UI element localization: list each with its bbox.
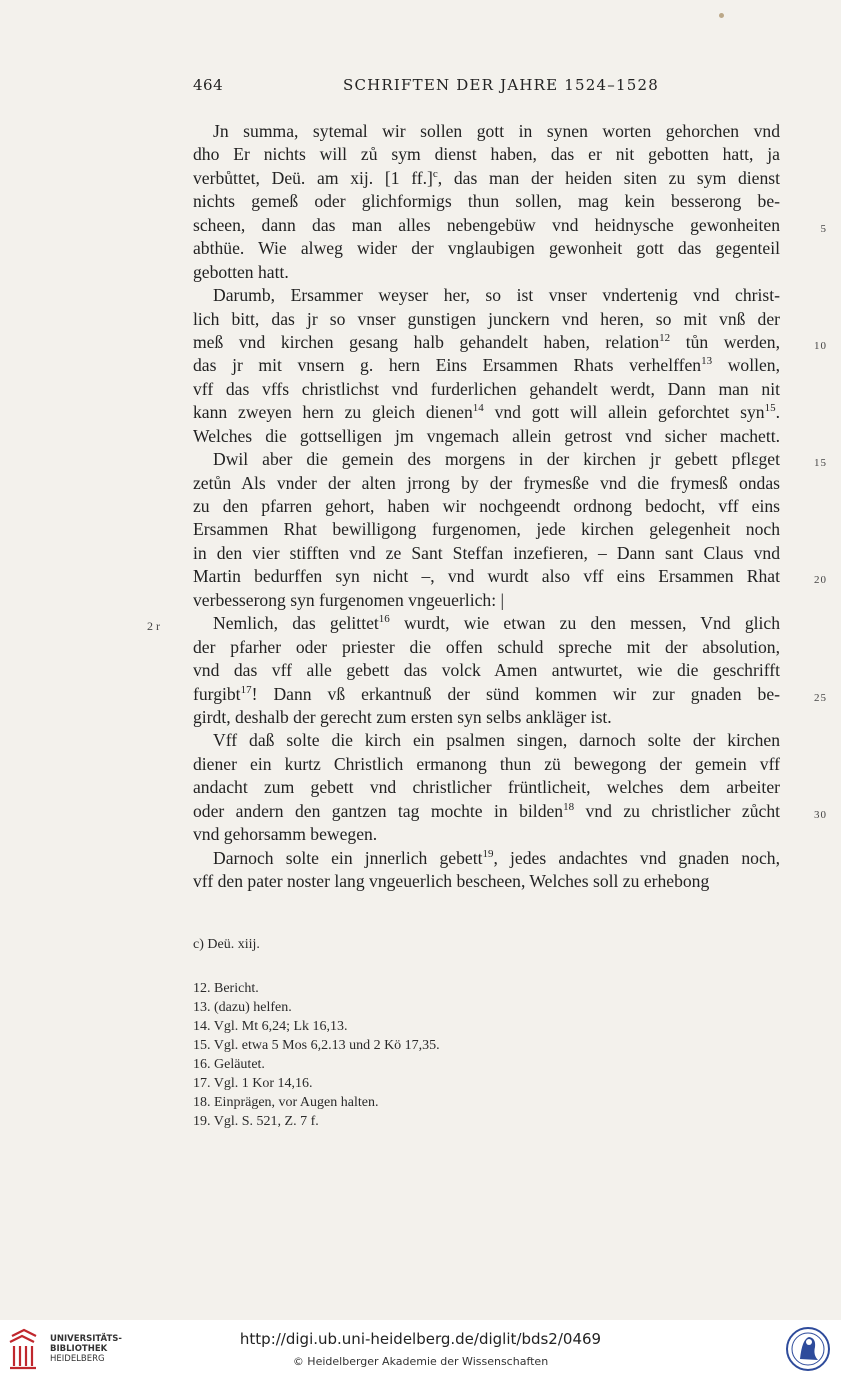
text-line [193,636,780,659]
logo-line-3: HEIDELBERG [50,1354,105,1364]
text-line [193,284,780,307]
text-line [193,308,780,331]
text-line [193,565,827,588]
line-text: diener ein kurtz Christlich ermanong thun zü bewegong der gemein vff [193,753,780,774]
line-number: 30 [814,808,827,821]
folio-marker: 2 r [147,619,160,634]
logo-line-2: BIBLIOTHEK [50,1344,108,1354]
line-text: wurdt, wie etwan zu den messen, Vnd glich [389,613,781,634]
line-text: oder andern den gantzen tag mochte in bilden [193,800,564,821]
line-text: vnd gott will allein geforchtet syn [483,402,765,423]
text-line [193,776,780,799]
text-line [193,331,827,354]
text-line [193,870,780,893]
footnote-ref: 12 [659,332,671,345]
text-line [193,823,780,846]
footnote: 17. Vgl. 1 Kor 14,16. [193,1076,313,1091]
line-text: abthüe. Wie alweg wider der vnglaubigen gewonheit gott das gegenteil [193,238,780,259]
text-line [193,143,780,166]
copyright-notice: © Heidelberger Akademie der Wissenschaften [292,1355,549,1368]
running-title: SCHRIFTEN DER JAHRE 1524–1528 [343,76,659,94]
footnote-ref: 14 [472,402,484,415]
line-text: kann zweyen hern zu gleich dienen [193,402,473,423]
footnote: 15. Vgl. etwa 5 Mos 6,2.13 und 2 Kö 17,35. [193,1038,440,1053]
line-text: Nemlich, das gelittet [213,613,379,634]
line-text: Darnoch solte ein jnnerlich gebett [213,847,483,868]
text-line [193,261,780,284]
line-text: Martin bedurffen syn nicht –, vnd wurdt also vff eins Ersammen Rhat [193,566,780,587]
line-text: vff den pater noster lang vngeuerlich bescheen, Welches soll zu erhebong [193,871,710,891]
text-line [193,472,780,495]
text-line [193,120,780,143]
line-text: vnd gehorsamm bewegen. [193,824,378,845]
line-text: zetůn Als vnder der alten jrrong by der frymesße vnd die frymesß ondas [193,472,780,493]
text-line [193,495,780,518]
footnote-list [193,979,780,1131]
footnote-ref: 15 [764,402,776,415]
text-line [193,237,780,260]
footnote: 12. Bericht. [193,981,259,996]
academy-seal-icon [785,1325,831,1373]
text-line [193,401,780,424]
text-line [193,518,780,541]
line-text: girdt, deshalb der gerecht zum ersten syn selbs ankläger ist. [193,706,612,727]
footnote: 18. Einprägen, vor Augen halten. [193,1095,379,1110]
line-text: lich bitt, das jr so vnser gunstigen junckern vnd heren, so mit vnß der [193,308,780,329]
line-number: 20 [814,574,827,587]
text-line [193,190,780,213]
line-text: nichts gemeß oder glichformigs thun sollen, mag kein besserong be- [193,191,780,212]
line-text: das jr mit vnsern g. hern Eins Ersammen Rhats verhelffen [193,355,702,376]
footnote-ref: 18 [563,800,575,813]
text-line [193,659,780,682]
line-text: Ersammen Rhat bewilligong furgenomen, jede kirchen gelegenheit noch [193,519,780,540]
paper-speck [719,13,724,18]
line-text: gebotten hatt. [193,261,289,282]
line-text: verbůttet, Deü. am xij. [1 ff.] [193,167,433,188]
running-head [193,76,780,98]
text-line [193,354,780,377]
text-line [193,847,780,870]
text-line [147,612,781,635]
text-line [193,378,780,401]
text-line [193,542,780,565]
footnote: 14. Vgl. Mt 6,24; Lk 16,13. [193,1019,348,1034]
line-text: in den vier stifften vnd ze Sant Steffan inzefieren, – Dann sant Claus vnd [193,542,780,563]
footnote: 19. Vgl. S. 521, Z. 7 f. [193,1114,319,1129]
footnote-ref: 13 [701,355,713,368]
line-text: Dwil aber die gemein des morgens in der kirchen jr gebett pflεget [213,449,780,470]
line-text: scheen, dann das man alles nebengebüw vnd heidnysche gewonheiten [193,214,780,235]
text-line [193,706,780,729]
text-critical-footnote: c) Deü. xiij. [193,937,260,952]
line-text: tůn werden, [670,331,780,352]
text-line [193,448,827,471]
footnotes [193,937,780,1131]
footnote-ref: 16 [378,613,390,626]
line-text: verbesserong syn furgenomen vngeuerlich: | [193,589,505,610]
line-number: 25 [814,691,827,704]
line-text: , jedes andachtes vnd gnaden noch, [493,847,780,868]
line-text: , das man der heiden siten zu sym dienst [437,167,780,188]
line-text: meß vnd kirchen gesang halb gehandelt haben, relation [193,331,660,352]
line-text: Welches die gottselligen jm vngemach allein getrost vnd sicher machett. [193,425,780,446]
text-line [193,683,827,706]
permalink-url[interactable]: http://digi.ub.uni-heidelberg.de/diglit/bds2/0469 [239,1330,602,1348]
page-number: 464 [193,76,224,94]
library-footer [0,1320,841,1379]
footnote: 13. (dazu) helfen. [193,1000,292,1015]
line-text: wollen, [712,355,780,376]
line-text: andacht zum gebett vnd christlicher früntlicheit, welches dem arbeiter [193,777,780,798]
text-line [193,425,780,448]
logo-line-1: UNIVERSITÄTS- [50,1334,122,1344]
footnote: 16. Geläutet. [193,1057,265,1072]
text-line [193,167,780,190]
line-text: zu den pfarren gehort, haben wir nochgeendt ordnong bedocht, vff eins [193,496,780,516]
line-text: Vff daß solte die kirch ein psalmen singen, darnoch solte der kirchen [213,730,780,751]
footnote-ref: 17 [240,683,252,696]
footnote-ref: 19 [482,847,494,860]
line-number: 15 [814,457,827,470]
text-line [193,800,827,823]
line-text: Darumb, Ersammer weyser her, so ist vnser vndertenig vnd christ- [213,285,780,306]
footnote-ref: c [432,168,438,181]
line-text: dho Er nichts will zů sym dienst haben, das er nit gebotten hatt, ja [193,144,780,165]
line-number: 10 [814,339,827,352]
text-line [193,214,827,237]
line-text: vff das vffs christlichst vnd furderlichen gehandelt werdt, Dann man nit [193,378,780,399]
line-text: vnd das vff alle gebett das volck Amen antwurtet, wie die geschrifft [193,660,780,681]
line-text: furgibt [193,683,241,704]
line-text: ! Dann vß erkantnuß der sünd kommen wir zur gnaden be- [251,683,780,704]
line-text: Jn summa, sytemal wir sollen gott in synen worten gehorchen vnd [213,121,780,141]
line-number: 5 [820,222,827,235]
line-text: . [775,402,780,423]
line-text: der pfarher oder priester die offen schuld spreche mit der absolution, [193,636,780,657]
body-text [147,120,827,893]
text-line [193,589,780,612]
line-text: vnd zu christlicher zůcht [574,800,781,821]
text-line [193,753,780,776]
text-line [193,729,780,752]
